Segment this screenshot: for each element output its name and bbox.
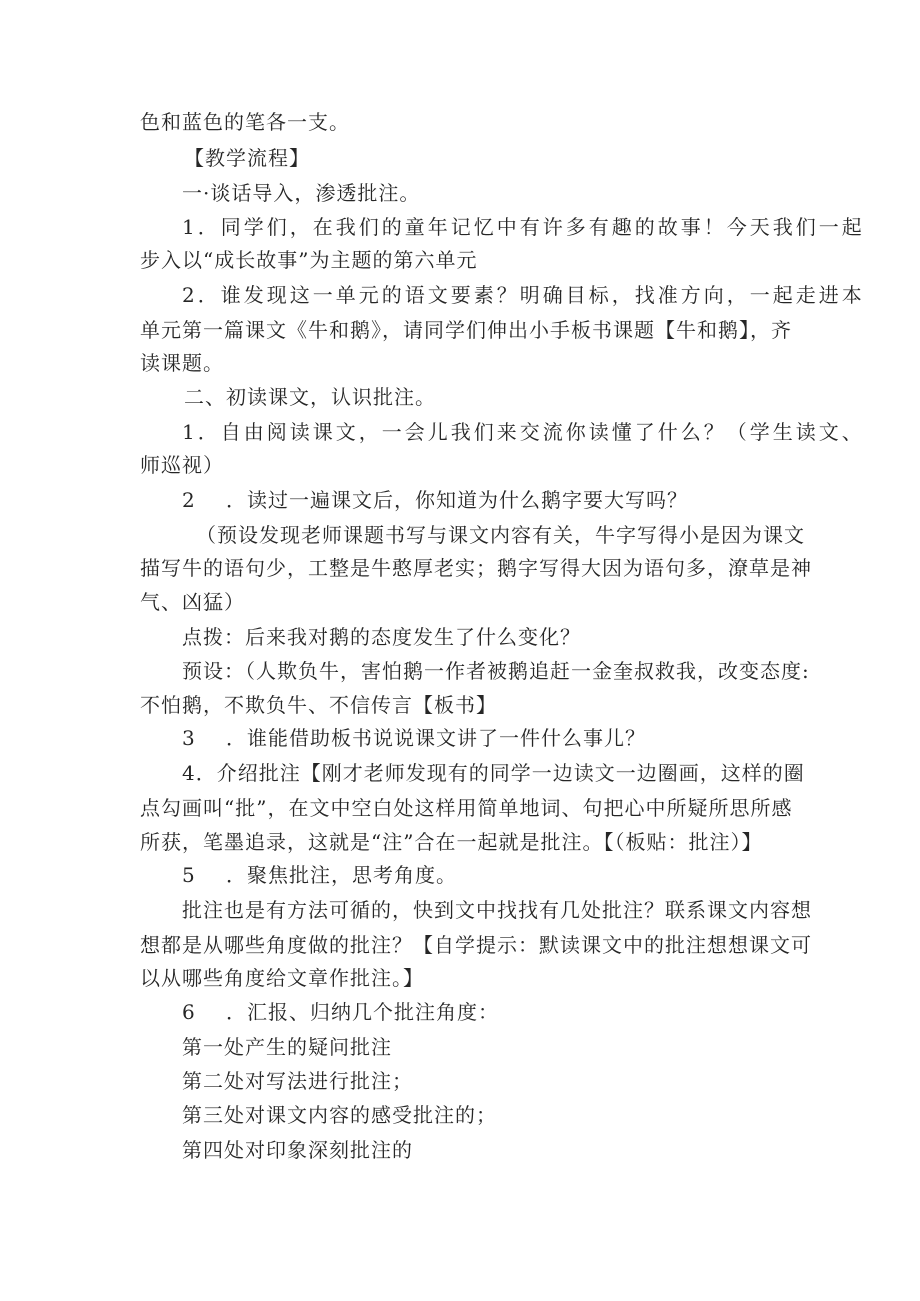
text-line: 读课题。: [140, 351, 224, 375]
text-line: 第二处对写法进行批注；: [182, 1069, 413, 1093]
text-line: ．读过一遍课文后，你知道为什么鹅字要大写吗？: [226, 488, 688, 512]
text-line: 描写牛的语句少，工整是牛憨厚老实；鹅字写得大因为语句多，潦草是神: [140, 556, 812, 580]
text-line: 点勾画叫“批”，在文中空白处这样用简单地词、句把心中所疑所思所感: [140, 796, 793, 820]
list-number: 6: [182, 1000, 196, 1024]
list-number: 2: [182, 488, 196, 512]
section-heading: 一·谈话导入，渗透批注。: [182, 181, 421, 205]
text-line: 步入以“成长故事”为主题的第六单元: [140, 248, 478, 272]
text-line: 不怕鹅，不欺负牛、不信传言【板书】: [140, 693, 497, 717]
text-line: 点拨：后来我对鹅的态度发生了什么变化？: [182, 625, 581, 649]
text-line: 所获，笔墨追录，这就是“注”合在一起就是批注。【（板贴：批注）】: [140, 830, 763, 854]
text-line: 1．同学们，在我们的童年记忆中有许多有趣的故事！今天我们一起: [182, 215, 865, 239]
text-line: 4．介绍批注【刚才老师发现有的同学一边读文一边圈画，这样的圈: [182, 761, 805, 785]
text-line: ．谁能借助板书说说课文讲了一件什么事儿？: [226, 726, 646, 750]
text-line: 单元第一篇课文《牛和鹅》，请同学们伸出小手板书课题【牛和鹅】，齐: [140, 318, 792, 342]
text-line: 1．自由阅读课文，一会儿我们来交流你读懂了什么？（学生读文、: [182, 420, 865, 444]
text-line: 气、凶猛）: [140, 590, 245, 614]
text-line: 第三处对课文内容的感受批注的；: [182, 1103, 497, 1127]
text-line: 第一处产生的疑问批注: [182, 1035, 392, 1059]
section-heading: 【教学流程】: [184, 146, 310, 170]
text-line: 师巡视）: [140, 453, 224, 477]
text-line: ．汇报、归纳几个批注角度：: [226, 1000, 499, 1024]
text-line: 批注也是有方法可循的，快到文中找找有几处批注？联系课文内容想: [182, 898, 812, 922]
text-line: 以从哪些角度给文章作批注。】: [140, 966, 424, 990]
text-line: 想都是从哪些角度做的批注？【自学提示：默读课文中的批注想想课文可: [140, 933, 812, 957]
list-number: 3: [182, 726, 196, 750]
text-line: ．聚焦批注，思考角度。: [226, 863, 457, 887]
section-heading: 二、初读课文，认识批注。: [184, 385, 436, 409]
text-line: 第四处对印象深刻批注的: [182, 1138, 413, 1162]
text-line: 预设：（人欺负牛，害怕鹅一作者被鹅追赶一金奎叔救我，改变态度:: [182, 659, 810, 683]
text-line: 2．谁发现这一单元的语文要素？明确目标，找准方向，一起走进本: [182, 283, 865, 307]
text-line: （预设发现老师课题书写与课文内容有关，牛字写得小是因为课文: [196, 523, 805, 547]
list-number: 5: [182, 863, 196, 887]
text-line: 色和蓝色的笔各一支。: [140, 110, 350, 134]
